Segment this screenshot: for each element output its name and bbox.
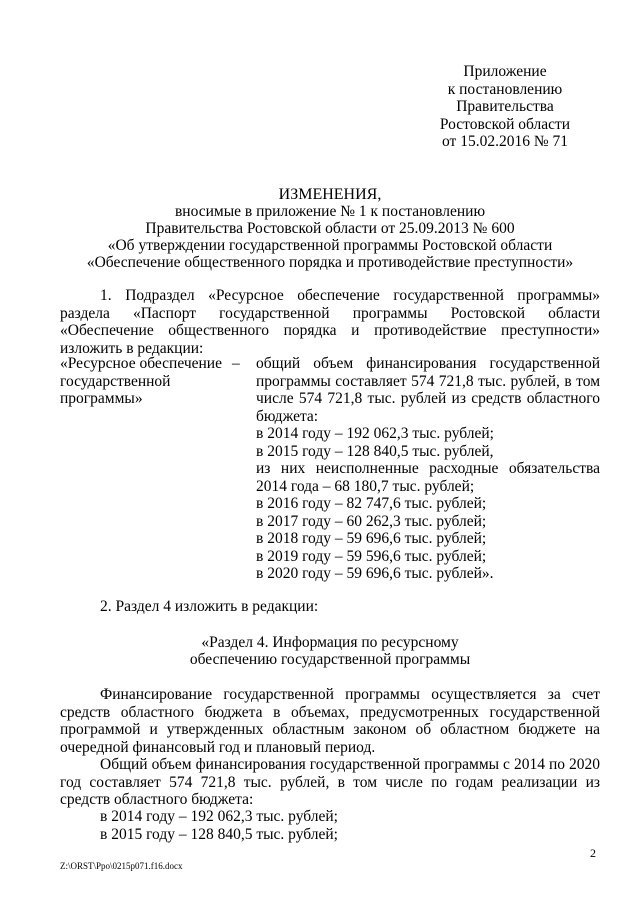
document-title <box>60 186 600 271</box>
section-4-title <box>60 634 600 668</box>
title-line: «Обеспечение общественного порядка и противодействие преступности» <box>86 254 574 271</box>
file-path-footer: Z:\ORST\Ppo\0215p071.f16.docx <box>60 861 183 871</box>
passport-resource-block <box>60 355 600 585</box>
passport-year-2019: в 2019 году – 59 596,6 тыс. рублей; <box>256 547 487 565</box>
passport-name-line: «Ресурсное обеспечение <box>60 355 222 372</box>
section-title-line: обеспечению государственной программы <box>189 651 471 668</box>
appendix-line: к постановлению <box>447 80 563 98</box>
funding-paragraph: Финансирование государственной программы осуществляется за счет средств областного бюджета в объемах, предусмотренных государственной программой и утвержденных областным законом об областном бюджете на очередной финансовый год и плановый период. <box>60 686 600 756</box>
item-2-paragraph: 2. Раздел 4 изложить в редакции: <box>100 598 319 615</box>
title-line: Правительства Ростовской области от 25.09.2013 № 600 <box>145 220 515 237</box>
passport-year-2016: в 2016 году – 82 747,6 тыс. рублей; <box>256 495 487 512</box>
passport-row-name <box>60 355 235 408</box>
title-line: вносимые в приложение № 1 к постановлению <box>174 203 486 220</box>
passport-intro: общий объем финансирования государственной программы составляет 574 721,8 тыс. рублей, в том числе 574 721,8 тыс. рублей из средств областного бюджета: <box>256 355 600 425</box>
section-title-line: «Раздел 4. Информация по ресурсному <box>201 634 459 651</box>
list-item: в 2014 году – 192 062,3 тыс. рублей; <box>100 808 338 825</box>
appendix-line: Ростовской области <box>439 115 571 133</box>
list-item: в 2015 году – 128 840,5 тыс. рублей; <box>100 825 338 843</box>
item-1-paragraph: 1. Подраздел «Ресурсное обеспечение государственной программы» раздела «Паспорт государственной программы Ростовской области «Обеспечение общественного порядка и противодействие преступности» изложить в редакции: <box>60 287 600 357</box>
passport-year-2017: в 2017 году – 60 262,3 тыс. рублей; <box>256 512 487 530</box>
appendix-line: Приложение <box>463 63 547 80</box>
passport-name-line: программы» <box>60 390 143 407</box>
appendix-line: от 15.02.2016 № 71 <box>442 133 568 150</box>
appendix-line: Правительства <box>456 98 554 115</box>
passport-name-line: государственной <box>60 372 171 390</box>
page-number: 2 <box>590 846 596 860</box>
appendix-header <box>405 63 605 151</box>
title-heading: ИЗМЕНЕНИЯ, <box>278 186 382 203</box>
passport-year-2014: в 2014 году – 192 062,3 тыс. рублей; <box>256 425 494 442</box>
years-list <box>100 808 338 843</box>
total-funding-paragraph: Общий объем финансирования государственной программы с 2014 по 2020 год составляет 574 721,8 тыс. рублей, в том числе по годам реализации из средств областного бюджета: <box>60 756 600 808</box>
title-line: «Об утверждении государственной программы Ростовской области <box>107 237 553 254</box>
passport-unpaid-obligations: из них неисполненные расходные обязательства 2014 года – 68 180,7 тыс. рублей; <box>256 460 600 495</box>
passport-dash: – <box>232 355 240 372</box>
passport-row-content <box>256 355 600 583</box>
passport-year-2015: в 2015 году – 128 840,5 тыс. рублей, <box>256 442 494 460</box>
passport-year-2020: в 2020 году – 59 696,6 тыс. рублей». <box>256 565 494 582</box>
passport-year-2018: в 2018 году – 59 696,6 тыс. рублей; <box>256 530 487 547</box>
